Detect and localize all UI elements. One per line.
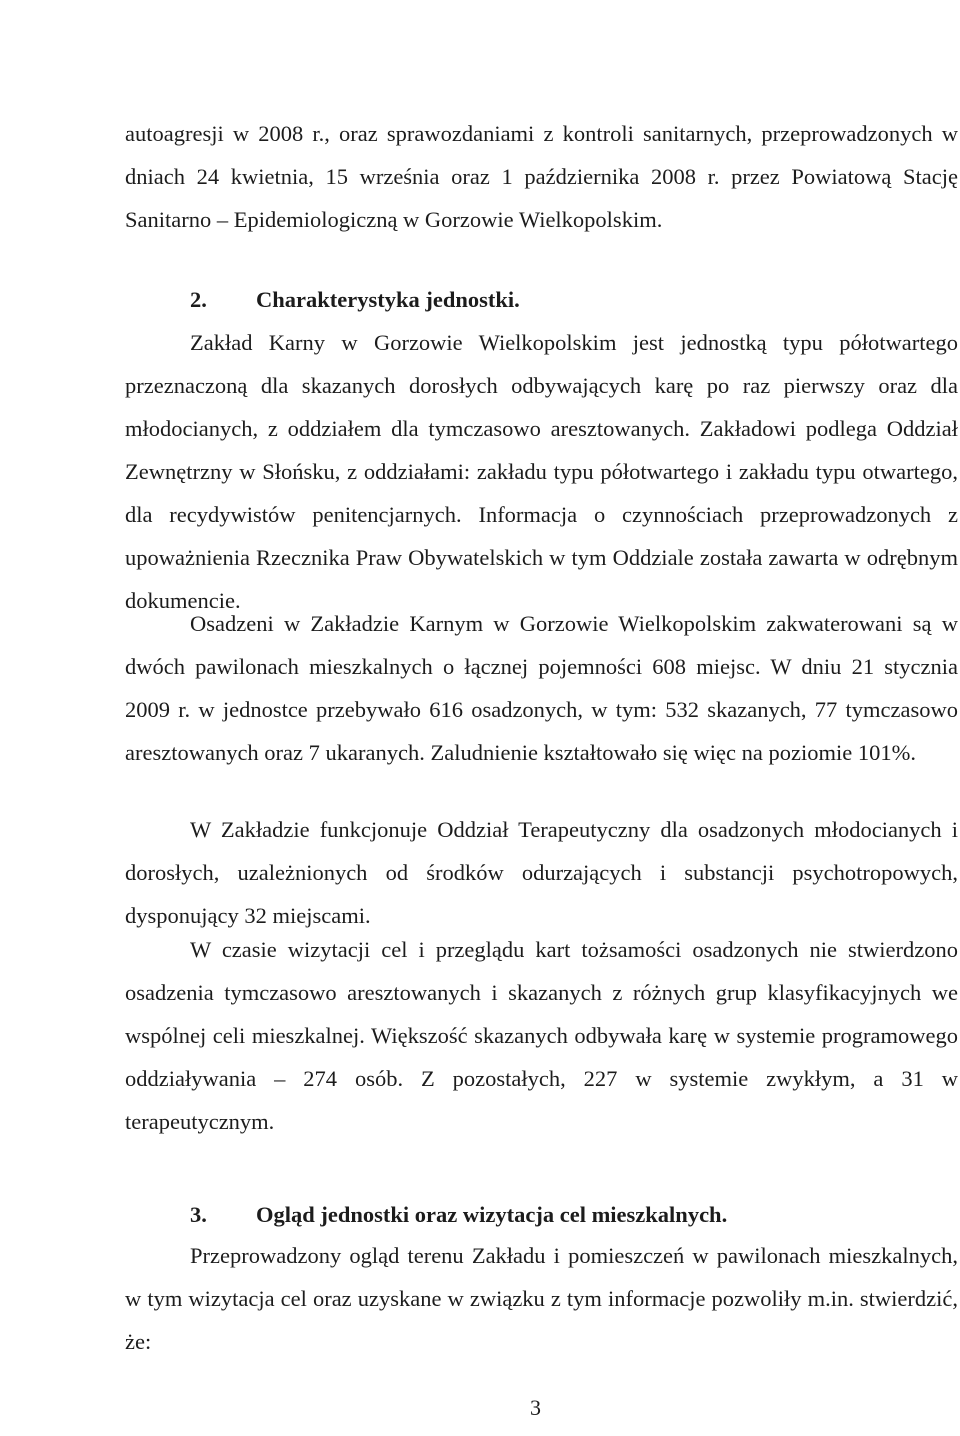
section-2-paragraph-4: W czasie wizytacji cel i przeglądu kart tożsamości osadzonych nie stwierdzono osadzenia tymczasowo aresztowanych i skazanych z różnych grup klasyfikacyjnych we wspólnej celi mieszkalnej. Większość skazanych odbywała karę w systemie programowego oddziaływania – 274 osób. Z pozostałych, 227 w systemie zwykłym, a 31 w terapeutycznym. [125, 937, 958, 1134]
section-3-heading [190, 1193, 727, 1236]
section-2-number: 2. [190, 287, 207, 312]
section-3-paragraph-1: Przeprowadzony ogląd terenu Zakładu i pomieszczeń w pawilonach mieszkalnych, w tym wizytacja cel oraz uzyskane w związku z tym informacje pozwoliły m.in. stwierdzić, że: [125, 1243, 958, 1354]
section-3-title: Ogląd jednostki oraz wizytacja cel mieszkalnych. [256, 1202, 728, 1227]
section-2-paragraph-2: Osadzeni w Zakładzie Karnym w Gorzowie Wielkopolskim zakwaterowani są w dwóch pawilonach mieszkalnych o łącznej pojemności 608 miejsc. W dniu 21 stycznia 2009 r. w jednostce przebywało 616 osadzonych, w tym: 532 skazanych, 77 tymczasowo aresztowanych oraz 7 ukaranych. Zaludnienie kształtowało się więc na poziomie 101%. [125, 611, 958, 765]
intro-paragraph: autoagresji w 2008 r., oraz sprawozdaniami z kontroli sanitarnych, przeprowadzonych w dniach 24 kwietnia, 15 września oraz 1 października 2008 r. przez Powiatową Stację Sanitarno – Epidemiologiczną w Gorzowie Wielkopolskim. [125, 121, 958, 232]
section-3-number: 3. [190, 1202, 207, 1227]
section-2-paragraph-1: Zakład Karny w Gorzowie Wielkopolskim jest jednostką typu półotwartego przeznaczoną dla skazanych dorosłych odbywających karę po raz pierwszy oraz dla młodocianych, z oddziałem dla tymczasowo aresztowanych. Zakładowi podlega Oddział Zewnętrzny w Słońsku, z oddziałami: zakładu typu półotwartego i zakładu typu otwartego, dla recydywistów penitencjarnych. Informacja o czynnościach przeprowadzonych z upoważnienia Rzecznika Praw Obywatelskich w tym Oddziale została zawarta w odrębnym dokumencie. [125, 330, 958, 613]
section-2-title: Charakterystyka jednostki. [256, 287, 520, 312]
page-number: 3 [530, 1395, 541, 1420]
section-2-heading [190, 278, 520, 321]
section-2-paragraph-3: W Zakładzie funkcjonuje Oddział Terapeutyczny dla osadzonych młodocianych i dorosłych, uzależnionych od środków odurzających i substancji psychotropowych, dysponujący 32 miejscami. [125, 817, 958, 928]
